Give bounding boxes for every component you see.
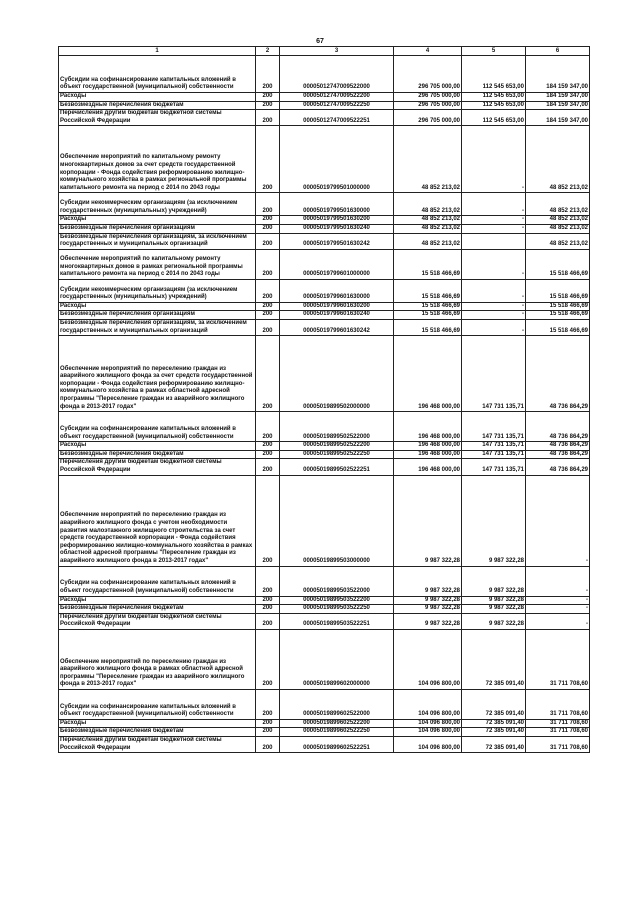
column-header-6: 6 bbox=[526, 47, 590, 56]
row-executed-cell: 9 987 322,28 bbox=[462, 596, 526, 605]
row-classification-code-cell: 00005019799501000000 bbox=[280, 126, 394, 193]
table-row bbox=[59, 629, 590, 689]
row-name-cell: Обеспечение мероприятий по капитальному ремонту многоквартирных домов в рамках региональной программы капитального ремонта на период с 2014 по 2043 годы bbox=[59, 249, 256, 279]
row-amount-cell: 9 987 322,28 bbox=[394, 566, 462, 596]
row-name-cell: Расходы bbox=[59, 216, 256, 225]
row-remainder-cell: - bbox=[526, 566, 590, 596]
row-remainder-cell: - bbox=[526, 596, 590, 605]
row-code-cell: 200 bbox=[256, 605, 280, 614]
row-name-cell: Безвозмездные перечисления организациям bbox=[59, 224, 256, 233]
row-classification-code-cell: 00005012747009522251 bbox=[280, 110, 394, 126]
row-name-cell: Субсидии некоммерческим организациям (за исключением государственных (муниципальных) учреждений) bbox=[59, 193, 256, 216]
row-executed-cell: 72 385 091,40 bbox=[462, 728, 526, 737]
row-name-cell: Расходы bbox=[59, 719, 256, 728]
row-classification-code-cell: 00005019899602522250 bbox=[280, 728, 394, 737]
row-name-cell: Перечисления другим бюджетам бюджетной системы Российской Федерации bbox=[59, 613, 256, 629]
table-row bbox=[59, 596, 590, 605]
row-executed-cell: 112 545 653,00 bbox=[462, 56, 526, 93]
row-amount-cell: 104 096 800,00 bbox=[394, 689, 462, 719]
row-code-cell: 200 bbox=[256, 629, 280, 689]
table-row bbox=[59, 319, 590, 335]
row-code-cell: 200 bbox=[256, 412, 280, 442]
table-row bbox=[59, 56, 590, 93]
table-row bbox=[59, 93, 590, 102]
row-code-cell: 200 bbox=[256, 689, 280, 719]
row-executed-cell bbox=[462, 233, 526, 249]
row-classification-code-cell: 00005019799501630200 bbox=[280, 216, 394, 225]
row-code-cell: 200 bbox=[256, 311, 280, 320]
row-remainder-cell: 48 852 213,02 bbox=[526, 193, 590, 216]
row-executed-cell: 72 385 091,40 bbox=[462, 689, 526, 719]
column-header-1: 1 bbox=[59, 47, 256, 56]
row-classification-code-cell: 00005019799601630242 bbox=[280, 319, 394, 335]
row-remainder-cell: 184 159 347,00 bbox=[526, 56, 590, 93]
row-name-cell: Перечисления другим бюджетам бюджетной системы Российской Федерации bbox=[59, 110, 256, 126]
row-remainder-cell: 184 159 347,00 bbox=[526, 101, 590, 110]
row-remainder-cell: 48 852 213,02 bbox=[526, 216, 590, 225]
row-name-cell: Безвозмездные перечисления организациям, за исключением государственных и муниципальных организаций bbox=[59, 319, 256, 335]
row-remainder-cell: 15 518 466,69 bbox=[526, 311, 590, 320]
row-amount-cell: 104 096 800,00 bbox=[394, 629, 462, 689]
row-executed-cell: 72 385 091,40 bbox=[462, 719, 526, 728]
table-row bbox=[59, 216, 590, 225]
row-amount-cell: 196 468 000,00 bbox=[394, 412, 462, 442]
row-remainder-cell: 15 518 466,69 bbox=[526, 279, 590, 302]
table-row bbox=[59, 689, 590, 719]
row-name-cell: Перечисления другим бюджетам бюджетной системы Российской Федерации bbox=[59, 459, 256, 475]
row-classification-code-cell: 00005019799501630242 bbox=[280, 233, 394, 249]
row-name-cell: Расходы bbox=[59, 442, 256, 451]
column-number-header-row bbox=[59, 47, 590, 56]
row-code-cell: 200 bbox=[256, 216, 280, 225]
row-executed-cell: - bbox=[462, 193, 526, 216]
row-classification-code-cell: 00005019899503522200 bbox=[280, 596, 394, 605]
row-classification-code-cell: 00005019899602522000 bbox=[280, 689, 394, 719]
row-amount-cell: 296 705 000,00 bbox=[394, 110, 462, 126]
row-amount-cell: 9 987 322,28 bbox=[394, 475, 462, 566]
row-amount-cell: 104 096 800,00 bbox=[394, 719, 462, 728]
page-number: 67 bbox=[316, 38, 324, 45]
row-executed-cell: 112 545 653,00 bbox=[462, 93, 526, 102]
row-executed-cell: 9 987 322,28 bbox=[462, 566, 526, 596]
row-classification-code-cell: 00005019899602000000 bbox=[280, 629, 394, 689]
table-row bbox=[59, 442, 590, 451]
row-classification-code-cell: 00005019899503522250 bbox=[280, 605, 394, 614]
row-amount-cell: 104 096 800,00 bbox=[394, 737, 462, 753]
row-amount-cell: 48 852 213,02 bbox=[394, 233, 462, 249]
row-classification-code-cell: 00005019799601000000 bbox=[280, 249, 394, 279]
row-amount-cell: 15 518 466,69 bbox=[394, 311, 462, 320]
row-executed-cell: 147 731 135,71 bbox=[462, 442, 526, 451]
table-row bbox=[59, 224, 590, 233]
row-name-cell: Расходы bbox=[59, 302, 256, 311]
table-row bbox=[59, 566, 590, 596]
column-header-5: 5 bbox=[462, 47, 526, 56]
row-amount-cell: 9 987 322,28 bbox=[394, 605, 462, 614]
column-header-2: 2 bbox=[256, 47, 280, 56]
row-amount-cell: 15 518 466,69 bbox=[394, 249, 462, 279]
row-classification-code-cell: 00005019799501630000 bbox=[280, 193, 394, 216]
row-classification-code-cell: 00005019899602522200 bbox=[280, 719, 394, 728]
row-remainder-cell: 184 159 347,00 bbox=[526, 110, 590, 126]
row-classification-code-cell: 00005019899502522200 bbox=[280, 442, 394, 451]
row-code-cell: 200 bbox=[256, 56, 280, 93]
row-name-cell: Безвозмездные перечисления бюджетам bbox=[59, 728, 256, 737]
row-name-cell: Субсидии на софинансирование капитальных вложений в объект государственной (муниципальной) собственности bbox=[59, 689, 256, 719]
row-remainder-cell: 31 711 708,60 bbox=[526, 689, 590, 719]
table-row bbox=[59, 412, 590, 442]
row-classification-code-cell: 00005019799601630000 bbox=[280, 279, 394, 302]
row-amount-cell: 296 705 000,00 bbox=[394, 56, 462, 93]
table-row bbox=[59, 279, 590, 302]
row-name-cell: Безвозмездные перечисления организациям bbox=[59, 311, 256, 320]
row-amount-cell: 48 852 213,02 bbox=[394, 216, 462, 225]
row-amount-cell: 15 518 466,69 bbox=[394, 302, 462, 311]
table-row bbox=[59, 249, 590, 279]
row-remainder-cell: 48 736 864,29 bbox=[526, 336, 590, 412]
row-amount-cell: 104 096 800,00 bbox=[394, 728, 462, 737]
row-name-cell: Обеспечение мероприятий по переселению граждан из аварийного жилищного фонда за счет средств государственной корпорации - Фонда содействия реформированию жилищно-коммунального хозяйства в рамках областной адресной программы "Переселение граждан из аварийного жилищного фонда в 2013-2017 годах" bbox=[59, 336, 256, 412]
table-row bbox=[59, 719, 590, 728]
row-classification-code-cell: 00005012747009522200 bbox=[280, 93, 394, 102]
row-amount-cell: 296 705 000,00 bbox=[394, 101, 462, 110]
row-remainder-cell: 15 518 466,69 bbox=[526, 319, 590, 335]
table-row bbox=[59, 101, 590, 110]
row-classification-code-cell: 00005012747009522000 bbox=[280, 56, 394, 93]
row-executed-cell: 112 545 653,00 bbox=[462, 110, 526, 126]
row-amount-cell: 15 518 466,69 bbox=[394, 279, 462, 302]
table-row bbox=[59, 613, 590, 629]
row-code-cell: 200 bbox=[256, 93, 280, 102]
row-amount-cell: 48 852 213,02 bbox=[394, 126, 462, 193]
row-name-cell: Расходы bbox=[59, 596, 256, 605]
table-row bbox=[59, 605, 590, 614]
row-code-cell: 200 bbox=[256, 737, 280, 753]
column-header-3: 3 bbox=[280, 47, 394, 56]
row-remainder-cell: 31 711 708,60 bbox=[526, 728, 590, 737]
row-remainder-cell: 15 518 466,69 bbox=[526, 249, 590, 279]
row-executed-cell: 112 545 653,00 bbox=[462, 101, 526, 110]
row-remainder-cell: 48 736 864,29 bbox=[526, 412, 590, 442]
row-remainder-cell: - bbox=[526, 475, 590, 566]
row-name-cell: Безвозмездные перечисления бюджетам bbox=[59, 605, 256, 614]
row-amount-cell: 196 468 000,00 bbox=[394, 442, 462, 451]
table-row bbox=[59, 193, 590, 216]
row-name-cell: Субсидии на софинансирование капитальных вложений в объект государственной (муниципальной) собственности bbox=[59, 412, 256, 442]
row-code-cell: 200 bbox=[256, 442, 280, 451]
row-classification-code-cell: 00005019799501630240 bbox=[280, 224, 394, 233]
row-classification-code-cell: 00005019899503522251 bbox=[280, 613, 394, 629]
table-row bbox=[59, 302, 590, 311]
table-row bbox=[59, 475, 590, 566]
row-executed-cell: - bbox=[462, 279, 526, 302]
row-code-cell: 200 bbox=[256, 101, 280, 110]
row-amount-cell: 196 468 000,00 bbox=[394, 336, 462, 412]
table-row bbox=[59, 459, 590, 475]
row-executed-cell: 147 731 135,71 bbox=[462, 336, 526, 412]
row-amount-cell: 48 852 213,02 bbox=[394, 193, 462, 216]
row-executed-cell: 72 385 091,40 bbox=[462, 737, 526, 753]
table-row bbox=[59, 728, 590, 737]
row-name-cell: Субсидии на софинансирование капитальных вложений в объект государственной (муниципальной) собственности bbox=[59, 56, 256, 93]
row-classification-code-cell: 00005019899503522000 bbox=[280, 566, 394, 596]
row-remainder-cell: 31 711 708,60 bbox=[526, 719, 590, 728]
row-executed-cell: - bbox=[462, 126, 526, 193]
table-row bbox=[59, 311, 590, 320]
row-code-cell: 200 bbox=[256, 336, 280, 412]
row-executed-cell: - bbox=[462, 319, 526, 335]
row-name-cell: Перечисления другим бюджетам бюджетной системы Российской Федерации bbox=[59, 737, 256, 753]
row-code-cell: 200 bbox=[256, 450, 280, 459]
budget-table bbox=[58, 46, 590, 753]
row-name-cell: Безвозмездные перечисления организациям, за исключением государственных и муниципальных организаций bbox=[59, 233, 256, 249]
row-amount-cell: 296 705 000,00 bbox=[394, 93, 462, 102]
row-code-cell: 200 bbox=[256, 249, 280, 279]
row-remainder-cell: 48 736 864,29 bbox=[526, 459, 590, 475]
row-remainder-cell: 48 852 213,02 bbox=[526, 224, 590, 233]
row-executed-cell: - bbox=[462, 311, 526, 320]
row-remainder-cell: - bbox=[526, 613, 590, 629]
row-code-cell: 200 bbox=[256, 126, 280, 193]
row-executed-cell: - bbox=[462, 224, 526, 233]
row-name-cell: Субсидии на софинансирование капитальных вложений в объект государственной (муниципальной) собственности bbox=[59, 566, 256, 596]
row-amount-cell: 196 468 000,00 bbox=[394, 459, 462, 475]
column-header-4: 4 bbox=[394, 47, 462, 56]
row-classification-code-cell: 00005019799601630240 bbox=[280, 311, 394, 320]
row-remainder-cell: 48 736 864,29 bbox=[526, 450, 590, 459]
row-name-cell: Обеспечение мероприятий по переселению граждан из аварийного жилищного фонда в рамках областной адресной программы "Переселение граждан из аварийного жилищного фонда в 2013-2017 годах" bbox=[59, 629, 256, 689]
table-row bbox=[59, 450, 590, 459]
row-remainder-cell: 48 852 213,02 bbox=[526, 233, 590, 249]
row-executed-cell: - bbox=[462, 216, 526, 225]
row-code-cell: 200 bbox=[256, 719, 280, 728]
table-row bbox=[59, 737, 590, 753]
row-executed-cell: 147 731 135,71 bbox=[462, 459, 526, 475]
row-name-cell: Расходы bbox=[59, 93, 256, 102]
row-code-cell: 200 bbox=[256, 596, 280, 605]
row-name-cell: Обеспечение мероприятий по капитальному ремонту многоквартирных домов за счет средств государственной корпорации - Фонда содействия реформированию жилищно-коммунального хозяйства в рамках региональной программы капитального ремонта на период с 2014 по 2043 годы bbox=[59, 126, 256, 193]
row-classification-code-cell: 00005019899502522000 bbox=[280, 412, 394, 442]
row-executed-cell: - bbox=[462, 249, 526, 279]
row-classification-code-cell: 00005019899602522251 bbox=[280, 737, 394, 753]
row-remainder-cell: 15 518 466,69 bbox=[526, 302, 590, 311]
row-remainder-cell: - bbox=[526, 605, 590, 614]
row-code-cell: 200 bbox=[256, 233, 280, 249]
row-code-cell: 200 bbox=[256, 110, 280, 126]
row-name-cell: Обеспечение мероприятий по переселению граждан из аварийного жилищного фонда с учетом необходимости развития малоэтажного жилищного строительства за счет средств государственной корпорации - Фонда содействия реформированию жилищно-коммунального хозяйства в рамках областной адресной программы "Переселение граждан из аварийного жилищного фонда в 2013-2017 годах" bbox=[59, 475, 256, 566]
row-executed-cell: 147 731 135,71 bbox=[462, 450, 526, 459]
table-row bbox=[59, 110, 590, 126]
row-classification-code-cell: 00005019899502522251 bbox=[280, 459, 394, 475]
row-remainder-cell: 184 159 347,00 bbox=[526, 93, 590, 102]
row-classification-code-cell: 00005019899502000000 bbox=[280, 336, 394, 412]
row-executed-cell: - bbox=[462, 302, 526, 311]
row-executed-cell: 72 385 091,40 bbox=[462, 629, 526, 689]
row-remainder-cell: 48 736 864,29 bbox=[526, 442, 590, 451]
row-code-cell: 200 bbox=[256, 302, 280, 311]
row-code-cell: 200 bbox=[256, 728, 280, 737]
row-executed-cell: 9 987 322,28 bbox=[462, 475, 526, 566]
row-classification-code-cell: 00005019899502522250 bbox=[280, 450, 394, 459]
table-row bbox=[59, 233, 590, 249]
row-code-cell: 200 bbox=[256, 193, 280, 216]
row-amount-cell: 48 852 213,02 bbox=[394, 224, 462, 233]
table-row bbox=[59, 336, 590, 412]
row-classification-code-cell: 00005019899503000000 bbox=[280, 475, 394, 566]
row-amount-cell: 9 987 322,28 bbox=[394, 596, 462, 605]
table-row bbox=[59, 126, 590, 193]
row-executed-cell: 9 987 322,28 bbox=[462, 605, 526, 614]
row-code-cell: 200 bbox=[256, 566, 280, 596]
row-code-cell: 200 bbox=[256, 224, 280, 233]
row-remainder-cell: 31 711 708,60 bbox=[526, 737, 590, 753]
row-name-cell: Безвозмездные перечисления бюджетам bbox=[59, 101, 256, 110]
row-classification-code-cell: 00005012747009522250 bbox=[280, 101, 394, 110]
row-name-cell: Субсидии некоммерческим организациям (за исключением государственных (муниципальных) учреждений) bbox=[59, 279, 256, 302]
row-code-cell: 200 bbox=[256, 475, 280, 566]
row-remainder-cell: 31 711 708,60 bbox=[526, 629, 590, 689]
row-code-cell: 200 bbox=[256, 279, 280, 302]
row-remainder-cell: 48 852 213,02 bbox=[526, 126, 590, 193]
row-code-cell: 200 bbox=[256, 319, 280, 335]
row-amount-cell: 15 518 466,69 bbox=[394, 319, 462, 335]
row-code-cell: 200 bbox=[256, 459, 280, 475]
row-amount-cell: 196 468 000,00 bbox=[394, 450, 462, 459]
row-amount-cell: 9 987 322,28 bbox=[394, 613, 462, 629]
row-classification-code-cell: 00005019799601630200 bbox=[280, 302, 394, 311]
row-code-cell: 200 bbox=[256, 613, 280, 629]
row-executed-cell: 9 987 322,28 bbox=[462, 613, 526, 629]
row-executed-cell: 147 731 135,71 bbox=[462, 412, 526, 442]
row-name-cell: Безвозмездные перечисления бюджетам bbox=[59, 450, 256, 459]
